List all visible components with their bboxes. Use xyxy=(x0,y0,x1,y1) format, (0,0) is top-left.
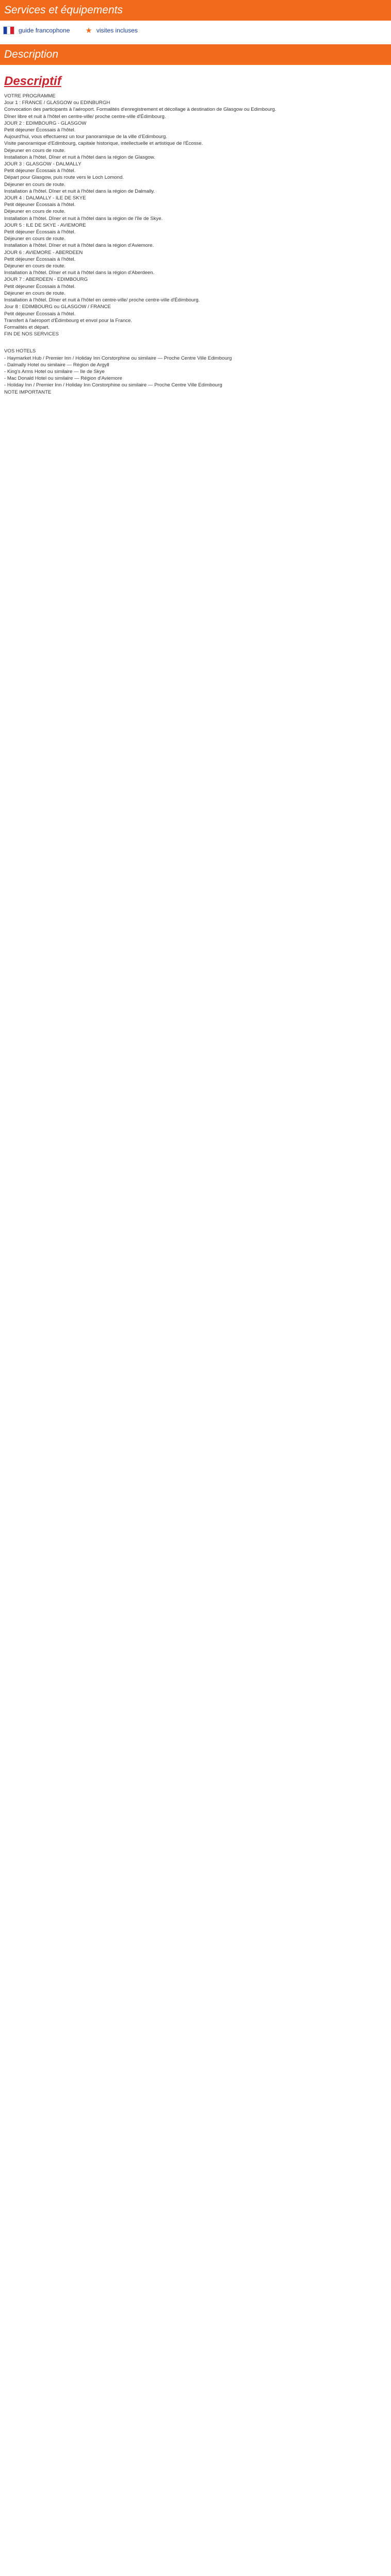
text-line: Petit déjeuner Écossais à l'hôtel. xyxy=(4,283,76,290)
text-line: Déjeuner en cours de route. xyxy=(4,209,66,215)
text-line: - King's Arms Hotel ou similaire — Ile de Skye xyxy=(4,368,105,375)
tag-visits xyxy=(85,26,137,35)
text-line: Installation à l'hôtel. Dîner et nuit à l'hôtel dans la région d'Aviemore. xyxy=(4,243,154,249)
text-line: Installation à l'hôtel. Dîner et nuit à l'hôtel en centre-ville/ proche centre-ville d'Édimbourg. xyxy=(4,297,200,303)
description-header: Description xyxy=(0,44,391,65)
text-line: VOTRE PROGRAMME xyxy=(4,93,56,99)
program-text xyxy=(0,93,391,396)
text-line: NOTE IMPORTANTE xyxy=(4,389,52,395)
text-line: Petit déjeuner Écossais à l'hôtel. xyxy=(4,168,76,174)
text-line: Jour 1 : FRANCE / GLASGOW ou EDINBURGH xyxy=(4,100,110,106)
services-header: Services et équipements xyxy=(0,0,391,21)
french-flag-icon xyxy=(3,26,14,35)
description-title: Descriptif xyxy=(4,74,61,88)
text-line: Petit déjeuner Écossais à l'hôtel. xyxy=(4,202,76,208)
text-line: Jour 8 : EDIMBOURG ou GLASGOW / FRANCE xyxy=(4,304,111,310)
text-line: - Mac Donald Hotel ou similaire — Région d'Aviemore xyxy=(4,376,122,382)
star-icon: ★ xyxy=(85,26,92,35)
text-line: Installation à l'hôtel. Dîner et nuit à l'hôtel dans la région de l'île de Skye. xyxy=(4,215,163,222)
text-line: Déjeuner en cours de route. xyxy=(4,290,66,296)
text-line: Déjeuner en cours de route. xyxy=(4,236,66,242)
text-line: Déjeuner en cours de route. xyxy=(4,147,66,154)
text-line: Petit déjeuner Écossais à l'hôtel. xyxy=(4,127,76,133)
text-line: JOUR 6 : AVIEMORE - ABERDEEN xyxy=(4,249,83,256)
text-line: Petit déjeuner Écossais à l'hôtel. xyxy=(4,256,76,262)
text-line: Départ pour Glasgow, puis route vers le Loch Lomond. xyxy=(4,175,124,181)
service-tags xyxy=(0,21,391,40)
text-line: Convocation des participants à l'aéroport. Formalités d'enregistrement et décollage à destination de Glasgow ou Edimbourg. xyxy=(4,107,276,113)
tag-visits-label: visites incluses xyxy=(96,27,138,34)
text-line: Installation à l'hôtel. Dîner et nuit à l'hôtel dans la région d'Aberdeen. xyxy=(4,270,155,276)
tag-guide-label: guide francophone xyxy=(19,27,70,34)
text-line: JOUR 3 : GLASGOW - DALMALLY xyxy=(4,161,82,167)
text-line: Transfert à l'aéroport d'Édimbourg et envol pour la France. xyxy=(4,317,133,324)
text-line: - Holiday Inn / Premier Inn / Holiday Inn Corstorphine ou similaire — Proche Centre Ville Edimbourg xyxy=(4,382,222,388)
text-line: Déjeuner en cours de route. xyxy=(4,263,66,269)
text-line: Formalités et départ. xyxy=(4,324,50,330)
text-line: VOS HOTELS xyxy=(4,348,36,354)
text-line: Installation à l'hôtel. Dîner et nuit à l'hôtel dans la région de Glasgow. xyxy=(4,154,155,160)
text-line: Installation à l'hôtel. Dîner et nuit à l'hôtel dans la région de Dalmally. xyxy=(4,188,155,194)
text-line: JOUR 7 : ABERDEEN - EDIMBOURG xyxy=(4,277,88,283)
text-line: Visite panoramique d'Edimbourg, capitale historique, intellectuelle et artistique de l'Écosse. xyxy=(4,141,203,147)
text-line: Dîner libre et nuit à l'hôtel en centre-ville/ proche centre-ville d'Édimbourg. xyxy=(4,113,166,120)
text-line: JOUR 4 : DALMALLY - ILE DE SKYE xyxy=(4,195,86,201)
text-line: JOUR 5 : ILE DE SKYE - AVIEMORE xyxy=(4,222,86,228)
tag-guide xyxy=(3,26,70,35)
text-line: - Haymarket Hub / Premier Inn / Holiday Inn Corstorphine ou similaire — Proche Centre Ville Edimbourg xyxy=(4,355,232,361)
text-line: Déjeuner en cours de route. xyxy=(4,181,66,188)
text-line: - Dalmally Hotel ou similaire — Région de Argyll xyxy=(4,362,109,368)
text-line: JOUR 2 : EDIMBOURG - GLASGOW xyxy=(4,120,87,126)
text-line: Aujourd'hui, vous effectuerez un tour panoramique de la ville d'Edimbourg. xyxy=(4,134,168,140)
text-line: FIN DE NOS SERVICES xyxy=(4,331,59,337)
text-line: Petit déjeuner Écossais à l'hôtel. xyxy=(4,229,76,235)
text-line: Petit déjeuner Écossais à l'hôtel. xyxy=(4,311,76,317)
